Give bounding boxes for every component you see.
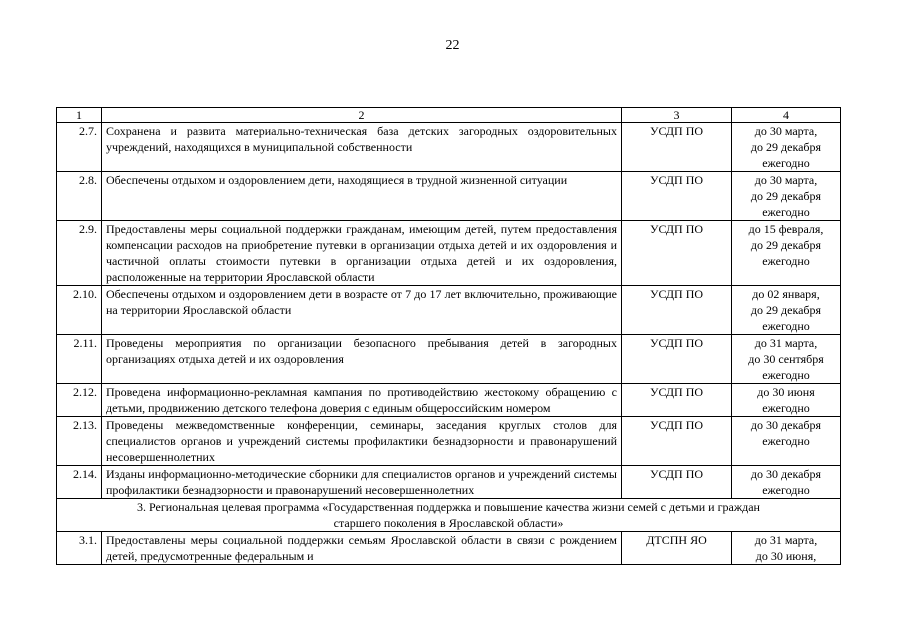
row-number: 2.14. — [57, 466, 102, 499]
header-col-1: 1 — [57, 108, 102, 123]
row-number: 2.8. — [57, 172, 102, 221]
row-text: Сохранена и развита материально-техническая база детских загородных оздоровительных учреждений, находящихся в муниципальной собственности — [102, 123, 622, 172]
row-text: Обеспечены отдыхом и оздоровлением дети в возрасте от 7 до 17 лет включительно, проживающие на территории Ярославской области — [102, 286, 622, 335]
row-term: до 30 июня ежегодно — [732, 384, 841, 417]
header-col-4: 4 — [732, 108, 841, 123]
row-executor: УСДП ПО — [622, 286, 732, 335]
table-row — [57, 123, 841, 172]
header-col-3: 3 — [622, 108, 732, 123]
section-row — [57, 499, 841, 532]
row-executor: УСДП ПО — [622, 417, 732, 466]
table-header-row — [57, 108, 841, 123]
row-term: до 30 марта, до 29 декабря ежегодно — [732, 123, 841, 172]
row-text: Обеспечены отдыхом и оздоровлением дети, находящиеся в трудной жизненной ситуации — [102, 172, 622, 221]
row-text: Проведены мероприятия по организации безопасного пребывания детей в загородных организациях отдыха детей и их оздоровления — [102, 335, 622, 384]
table-row — [57, 532, 841, 565]
table-row — [57, 221, 841, 286]
row-executor: УСДП ПО — [622, 221, 732, 286]
row-number: 3.1. — [57, 532, 102, 565]
row-executor: ДТСПН ЯО — [622, 532, 732, 565]
measures-table — [56, 107, 841, 565]
section-heading: 3. Региональная целевая программа «Государственная поддержка и повышение качества жизни семей с детьми и граждан старшего поколения в Ярославской области» — [57, 499, 841, 532]
table-row — [57, 466, 841, 499]
row-number: 2.10. — [57, 286, 102, 335]
row-number: 2.12. — [57, 384, 102, 417]
row-executor: УСДП ПО — [622, 384, 732, 417]
row-executor: УСДП ПО — [622, 123, 732, 172]
row-term: до 31 марта, до 30 сентября ежегодно — [732, 335, 841, 384]
row-term: до 30 марта, до 29 декабря ежегодно — [732, 172, 841, 221]
table-row — [57, 335, 841, 384]
row-text: Предоставлены меры социальной поддержки семьям Ярославской области в связи с рождением детей, предусмотренные федеральным и — [102, 532, 622, 565]
page-number: 22 — [445, 38, 460, 53]
row-executor: УСДП ПО — [622, 335, 732, 384]
row-term: до 02 января, до 29 декабря ежегодно — [732, 286, 841, 335]
row-number: 2.11. — [57, 335, 102, 384]
row-term: до 30 декабря ежегодно — [732, 466, 841, 499]
table-row — [57, 172, 841, 221]
table-row — [57, 286, 841, 335]
row-text: Проведена информационно-рекламная кампания по противодействию жестокому обращению с детьми, продвижению детского телефона доверия с единым общероссийским номером — [102, 384, 622, 417]
row-number: 2.13. — [57, 417, 102, 466]
row-text: Проведены межведомственные конференции, семинары, заседания круглых столов для специалистов органов и учреждений системы профилактики безнадзорности и правонарушений несовершеннолетних — [102, 417, 622, 466]
row-term: до 30 декабря ежегодно — [732, 417, 841, 466]
row-term: до 15 февраля, до 29 декабря ежегодно — [732, 221, 841, 286]
row-term: до 31 марта, до 30 июня, — [732, 532, 841, 565]
row-number: 2.9. — [57, 221, 102, 286]
row-executor: УСДП ПО — [622, 172, 732, 221]
row-number: 2.7. — [57, 123, 102, 172]
row-executor: УСДП ПО — [622, 466, 732, 499]
row-text: Изданы информационно-методические сборники для специалистов органов и учреждений системы профилактики безнадзорности и правонарушений несовершеннолетних — [102, 466, 622, 499]
table-row — [57, 384, 841, 417]
row-text: Предоставлены меры социальной поддержки гражданам, имеющим детей, путем предоставления компенсации расходов на приобретение путевки в организации отдыха детей и их оздоровления и частичной оплаты стоимости путевки в организации отдыха детей и их оздоровления, расположенные на территории Ярославской области — [102, 221, 622, 286]
header-col-2: 2 — [102, 108, 622, 123]
table-row — [57, 417, 841, 466]
